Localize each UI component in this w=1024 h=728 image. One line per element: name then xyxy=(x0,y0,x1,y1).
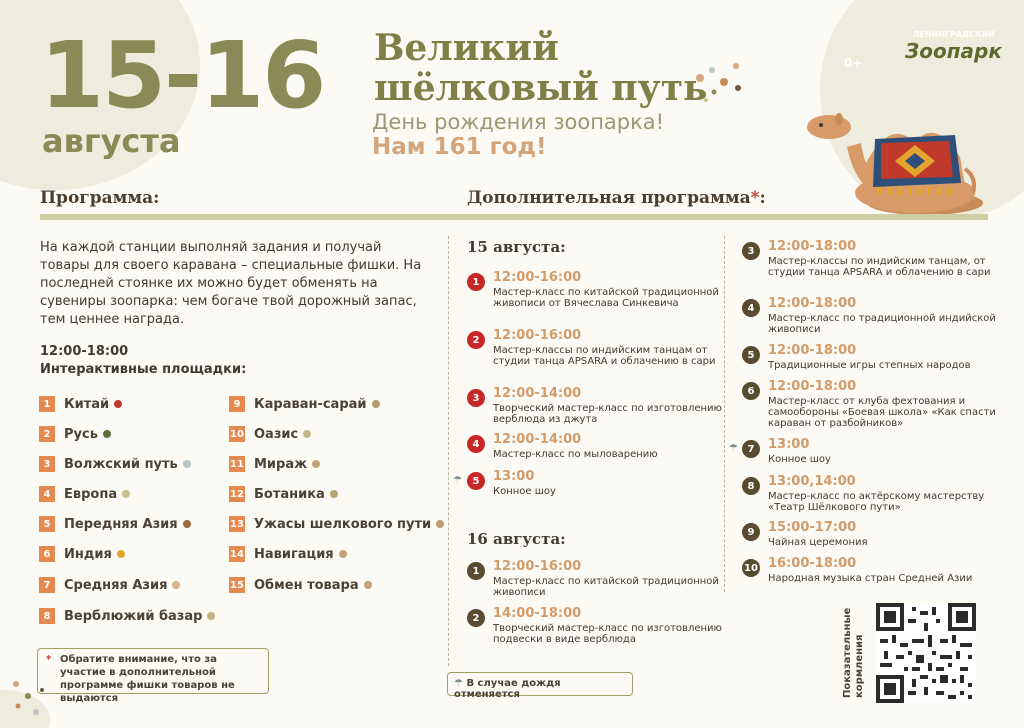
site-number: 7 xyxy=(39,577,55,593)
event-number: 5 xyxy=(742,346,760,364)
event-time: 12:00-16:00 xyxy=(493,328,582,343)
site-label: Ботаника xyxy=(254,486,325,502)
site-label: Навигация xyxy=(254,546,334,562)
site-label: Русь xyxy=(64,426,98,442)
event-desc: Мастер-класс от клуба фехтования и самообороны «Боевая школа» «Как спасти караван от разбойников» xyxy=(768,396,996,429)
anniversary-text: Нам 161 год! xyxy=(372,134,547,160)
event-desc: Мастер-класс по традиционной индийской живописи xyxy=(768,313,996,335)
site-dot xyxy=(436,520,444,528)
event-number: 4 xyxy=(467,435,485,453)
site-label: Мираж xyxy=(254,456,308,472)
title-line-2: шёлковый путь xyxy=(374,67,708,109)
site-label: Обмен товара xyxy=(254,577,359,593)
event-time: 12:00-18:00 xyxy=(768,379,857,394)
site-dot xyxy=(122,490,130,498)
attention-note xyxy=(37,648,269,704)
site-number: 13 xyxy=(229,516,245,532)
event-time: 12:00-18:00 xyxy=(768,343,857,358)
site-item xyxy=(39,395,122,413)
event-number: 1 xyxy=(467,562,485,580)
extra-heading-colon: : xyxy=(759,188,766,208)
site-dot xyxy=(183,520,191,528)
site-label: Передняя Азия xyxy=(64,516,178,532)
event-number: 3 xyxy=(467,389,485,407)
site-label: Средняя Азия xyxy=(64,577,168,593)
event-number: 4 xyxy=(742,299,760,317)
title-line-1: Великий xyxy=(374,27,559,69)
event-number: 2 xyxy=(467,331,485,349)
site-item xyxy=(229,455,320,473)
column-separator xyxy=(448,236,449,666)
site-item xyxy=(39,545,125,563)
day2-heading: 16 августа: xyxy=(467,530,566,548)
event-desc: Мастер-класс по китайской традиционной живописи xyxy=(493,576,719,598)
site-item xyxy=(39,425,111,443)
event-time: 12:00-18:00 xyxy=(768,296,857,311)
site-item xyxy=(39,515,191,533)
site-item xyxy=(229,425,311,443)
event-desc: Мастер-класс по мыловарению xyxy=(493,449,658,460)
divider-rule xyxy=(40,214,988,220)
site-label: Китай xyxy=(64,396,110,412)
feeding-label: Показательные кормления xyxy=(842,607,865,698)
event-number: 6 xyxy=(742,382,760,400)
event-desc: Традиционные игры степных народов xyxy=(768,360,971,371)
qr-code[interactable] xyxy=(876,603,976,703)
asterisk-icon: * xyxy=(46,654,52,665)
program-time: 12:00-18:00 xyxy=(40,344,129,359)
event-time: 12:00-14:00 xyxy=(493,386,582,401)
site-item xyxy=(39,576,180,594)
logo-line-2: Зоопарк xyxy=(905,39,1002,63)
decor-dots-bottom xyxy=(8,676,48,724)
event-time: 12:00-18:00 xyxy=(768,239,857,254)
site-dot xyxy=(117,550,125,558)
site-dot xyxy=(372,400,380,408)
event-desc: Конное шоу xyxy=(493,486,556,497)
event-desc: Творческий мастер-класс по изготовлению верблюда из джута xyxy=(493,403,722,425)
site-label: Верблюжий базар xyxy=(64,608,203,624)
event-time: 13:00 xyxy=(768,437,810,452)
event-number: 7 xyxy=(742,440,760,458)
day1-heading: 15 августа: xyxy=(467,238,566,256)
umbrella-icon: ☂ xyxy=(454,678,463,689)
site-label: Ужасы шелкового пути xyxy=(254,516,432,532)
rain-note xyxy=(447,672,633,700)
site-number: 11 xyxy=(229,456,245,472)
site-number: 8 xyxy=(39,608,55,624)
site-number: 3 xyxy=(39,456,55,472)
site-number: 9 xyxy=(229,396,245,412)
rain-note-text: В случае дождя отменяется xyxy=(454,678,561,700)
extra-program-heading xyxy=(467,188,766,208)
column-separator xyxy=(724,236,725,592)
site-dot xyxy=(312,460,320,468)
event-desc: Народная музыка стран Средней Азии xyxy=(768,573,973,584)
site-number: 15 xyxy=(229,577,245,593)
site-number: 5 xyxy=(39,516,55,532)
site-dot xyxy=(172,581,180,589)
sites-heading: Интерактивные площадки: xyxy=(40,362,247,377)
site-number: 2 xyxy=(39,426,55,442)
asterisk: * xyxy=(750,188,760,208)
site-label: Европа xyxy=(64,486,118,502)
site-dot xyxy=(207,612,215,620)
site-item xyxy=(39,607,215,625)
event-dates: 15-16 xyxy=(40,22,325,129)
event-desc: Творческий мастер-класс по изготовлению подвески в виде верблюда xyxy=(493,623,722,645)
site-item xyxy=(39,485,130,503)
age-rating: 0+ xyxy=(844,56,863,70)
site-number: 10 xyxy=(229,426,245,442)
site-dot xyxy=(339,550,347,558)
site-number: 12 xyxy=(229,486,245,502)
extra-heading-text: Дополнительная программа xyxy=(467,188,751,208)
event-number: 10 xyxy=(742,559,760,577)
site-label: Караван-сарай xyxy=(254,396,367,412)
site-label: Волжский путь xyxy=(64,456,178,472)
site-item xyxy=(229,576,372,594)
site-number: 1 xyxy=(39,396,55,412)
zoo-logo xyxy=(905,30,1005,63)
event-time: 12:00-16:00 xyxy=(493,559,582,574)
event-desc: Мастер-классы по индийским танцам, от студии танца APSARA и облачению в сари xyxy=(768,256,991,278)
event-time: 13:00,14:00 xyxy=(768,474,856,489)
site-number: 14 xyxy=(229,546,245,562)
page-title xyxy=(374,28,707,108)
site-item xyxy=(229,515,444,533)
site-dot xyxy=(114,400,122,408)
site-item xyxy=(229,395,380,413)
event-number: 2 xyxy=(467,609,485,627)
event-time: 15:00-17:00 xyxy=(768,520,857,535)
program-heading: Программа: xyxy=(40,188,160,208)
event-desc: Мастер-класс по актёрскому мастерству «Театр Шёлкового пути» xyxy=(768,491,985,513)
site-item xyxy=(39,455,191,473)
umbrella-icon: ☂ xyxy=(729,443,738,454)
umbrella-icon: ☂ xyxy=(453,475,462,486)
site-dot xyxy=(303,430,311,438)
site-number: 6 xyxy=(39,546,55,562)
site-dot xyxy=(183,460,191,468)
site-label: Индия xyxy=(64,546,112,562)
page-subtitle: День рождения зоопарка! xyxy=(372,110,665,134)
program-intro: На каждой станции выполняй задания и получай товары для своего каравана – специальные фишки. На последней стоянке их можно будет обменять на сувениры зоопарка: чем богаче твой дорожный запас, тем ценнее награда. xyxy=(40,240,422,327)
camel-illustration xyxy=(795,105,985,217)
event-desc: Мастер-классы по индийским танцам от студии танца APSARA и облачению в сари xyxy=(493,345,716,367)
event-time: 12:00-16:00 xyxy=(493,270,582,285)
site-dot xyxy=(364,581,372,589)
event-time: 16:00-18:00 xyxy=(768,556,857,571)
event-number: 8 xyxy=(742,477,760,495)
attention-note-text: Обратите внимание, что за участие в дополнительной программе фишки товаров не выдаются xyxy=(60,654,235,704)
site-item xyxy=(229,545,347,563)
site-dot xyxy=(330,490,338,498)
event-month: августа xyxy=(42,122,181,160)
site-number: 4 xyxy=(39,486,55,502)
event-time: 14:00-18:00 xyxy=(493,606,582,621)
event-number: 9 xyxy=(742,523,760,541)
site-item xyxy=(229,485,338,503)
event-desc: Конное шоу xyxy=(768,454,831,465)
logo-line-1: ЛЕНИНГРАДСКИЙ xyxy=(912,30,995,39)
event-time: 12:00-14:00 xyxy=(493,432,582,447)
event-desc: Мастер-класс по китайской традиционной живописи от Вячеслава Синкевича xyxy=(493,287,719,309)
event-number: 1 xyxy=(467,273,485,291)
event-number: 5 xyxy=(467,472,485,490)
site-dot xyxy=(103,430,111,438)
event-time: 13:00 xyxy=(493,469,535,484)
site-label: Оазис xyxy=(254,426,299,442)
event-number: 3 xyxy=(742,242,760,260)
event-desc: Чайная церемония xyxy=(768,537,868,548)
